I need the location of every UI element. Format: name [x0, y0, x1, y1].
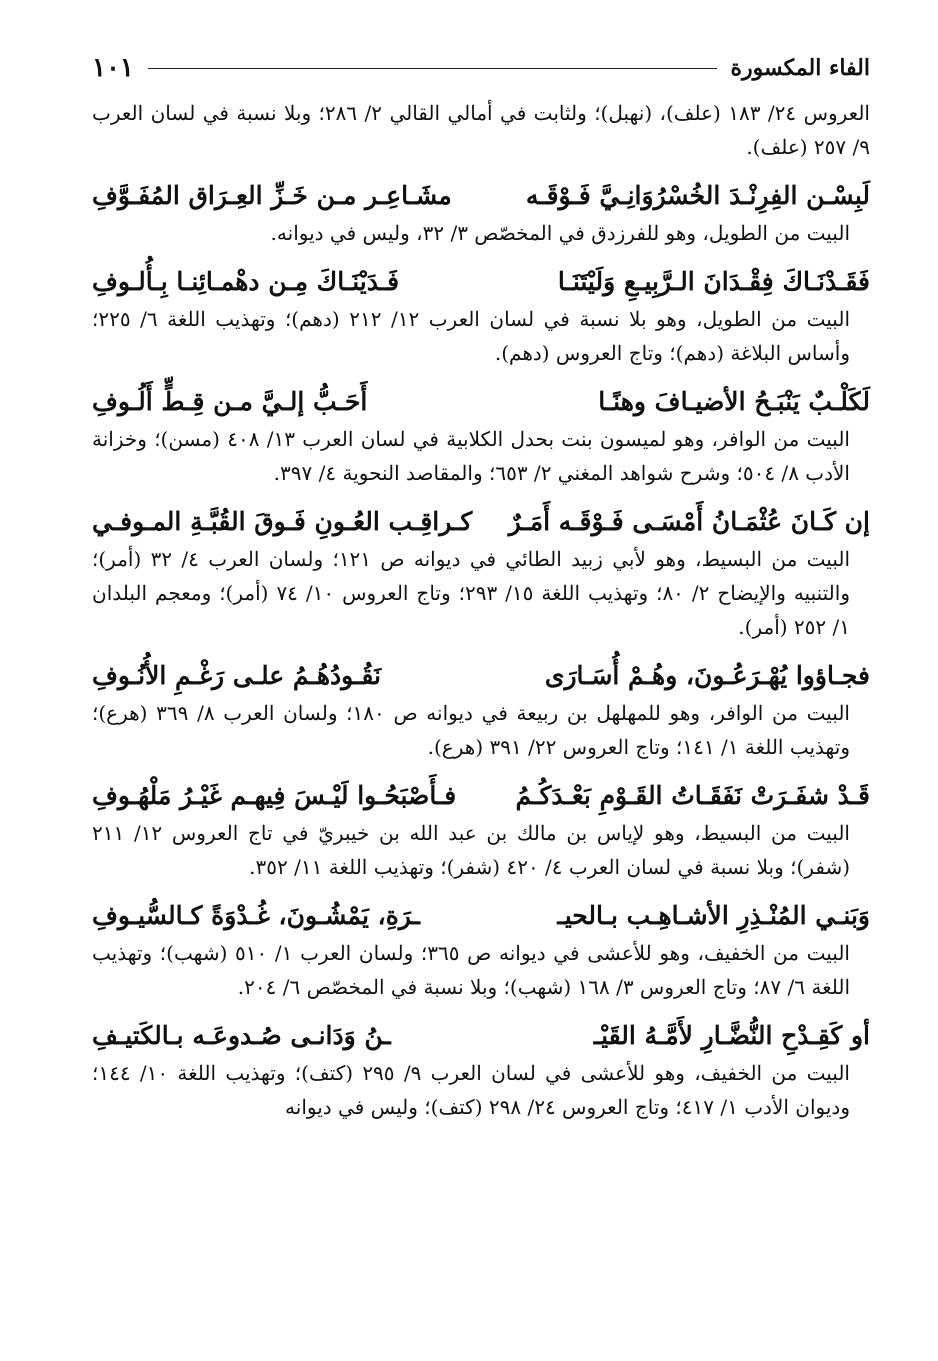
first-hemistich: فَقَـدْنَـاكَ فِقْـدَانَ الـرَّبِيـعِ وَلَيْتَنَـا: [557, 267, 870, 296]
header-rule: [148, 68, 717, 69]
page-number: ١٠١: [92, 53, 134, 83]
second-hemistich: فَـدَيْنَـاكَ مِـن دهْمـائِنـا بِـأُلـوفِ: [92, 267, 400, 296]
verse-note: البيت من الطويل، وهو للفرزدق في المخصّص ٣/ ٣٢، وليس في ديوانه.: [270, 221, 850, 245]
second-hemistich: أَحَـبُّ إلـيَّ مـن قِـطٍّ أَلُـوفِ: [92, 387, 368, 416]
verse-line: [92, 262, 870, 302]
verse-line: [92, 382, 870, 422]
first-hemistich: إن كَـانَ عُثْمَـانُ أَمْسَـى فَـوْقَـه أَمَـرٌ: [508, 507, 870, 536]
verse-entry: [92, 502, 870, 644]
verse-note: البيت من البسيط، وهو لأبي زبيد الطائي في ديوانه ص ١٢١؛ ولسان العرب ٤/ ٣٢ (أمر)؛ والتنبيه والإيضاح ٢/ ٨٠؛ وتهذيب اللغة ١٥/ ٢٩٣؛ وتاج العروس ١٠/ ٧٤ (أمر)؛ ومعجم البلدان ١/ ٢٥٢ (أمر).: [92, 547, 851, 639]
book-page: [92, 50, 870, 1124]
verse-entry: [92, 176, 870, 250]
verse-note: البيت من البسيط، وهو لإياس بن مالك بن عبد الله بن خيبريّ في تاج العروس ١٢/ ٢١١ (شفر)؛ وبلا نسبة في لسان العرب ٤/ ٤٢٠ (شفر)؛ وتهذيب اللغة ١١/ ٣٥٢.: [92, 821, 850, 879]
verse-note: البيت من الخفيف، وهو للأعشى في ديوانه ص ٣٦٥؛ ولسان العرب ١/ ٥١٠ (شهب)؛ وتهذيب اللغة ٦/ ٨٧؛ وتاج العروس ٣/ ١٦٨ (شهب)؛ وبلا نسبة في المخصّص ٦/ ٢٠٤.: [92, 941, 850, 999]
verse-line: [92, 176, 870, 216]
verse-line: [92, 1016, 870, 1056]
chapter-title: الفاء المكسورة: [730, 55, 870, 81]
verse-note: البيت من الطويل، وهو بلا نسبة في لسان العرب ١٢/ ٢١٢ (دهم)؛ وتهذيب اللغة ٦/ ٢٢٥؛ وأساس البلاغة (دهم)؛ وتاج العروس (دهم).: [92, 307, 850, 365]
intro-note: العروس ٢٤/ ١٨٣ (علف)، (نهبل)؛ ولثابت في أمالي القالي ٢/ ٢٨٦؛ وبلا نسبة في لسان العرب ٩/ ٢٥٧ (علف).: [92, 101, 870, 159]
verse-note: البيت من الوافر، وهو للمهلهل بن ربيعة في ديوانه ص ١٨٠؛ ولسان العرب ٨/ ٣٦٩ (هرع)؛ وتهذيب اللغة ١/ ١٤١؛ وتاج العروس ٢٢/ ٣٩١ (هرع).: [92, 701, 850, 759]
second-hemistich: كـراقِـب العُـونِ فَـوقَ القُبَّـةِ المـوفـي: [92, 507, 473, 536]
verse-entry: [92, 776, 870, 884]
first-hemistich: أو كَقِـدْحِ النُّضَّـارِ لأَمَّـهُ القَيْـ: [593, 1021, 870, 1050]
first-hemistich: لَبِسْـن الفِرِنْـدَ الخُسْرُوَانِـيَّ فَـوْقَـه: [525, 181, 870, 210]
verse-entry: [92, 896, 870, 1004]
running-header: [92, 50, 870, 86]
verse-line: [92, 502, 870, 542]
first-hemistich: لَكَلْـبٌ يَنْبَـحُ الأضيـافَ وهنًـا: [598, 387, 870, 416]
second-hemistich: ـرَةِ، يَمْشُـونَ، غُـدْوَةً كـالسُّيـوفِ: [92, 901, 420, 930]
first-hemistich: قَـدْ شفَـرَتْ نَفَقَـاتُ القَـوْمِ بَعْـدَكُـمُ: [515, 781, 870, 810]
verse-entry: [92, 382, 870, 490]
verse-entry: [92, 1016, 870, 1124]
verse-line: [92, 656, 870, 696]
second-hemistich: نَقُـودُهُـمُ علـى رَغْـمِ الأُنُـوفِ: [92, 661, 382, 690]
verse-note: البيت من الخفيف، وهو للأعشى في لسان العرب ٩/ ٢٩٥ (كتف)؛ وتهذيب اللغة ١٠/ ١٤٤؛ وديوان الأدب ١/ ٤١٧؛ وتاج العروس ٢٤/ ٢٩٨ (كتف)؛ وليس في ديوانه: [92, 1061, 850, 1119]
second-hemistich: مشَـاعِـر مـن خَـزِّ العِـرَاق المُفَـوَّفِ: [92, 181, 452, 210]
verse-line: [92, 896, 870, 936]
first-hemistich: وَبَنـي المُنْـذِرِ الأشـاهِـب بـالحيـ: [557, 901, 870, 930]
second-hemistich: فـأَصْبَحُـوا لَيْـسَ فِيهـم غَيْـرُ مَلْهُـوفِ: [92, 781, 457, 810]
first-hemistich: فجـاؤوا يُهْـرَعُـونَ، وهُـمْ أُسَـارَى: [544, 661, 870, 690]
verse-note: البيت من الوافر، وهو لميسون بنت بحدل الكلابية في لسان العرب ١٣/ ٤٠٨ (مسن)؛ وخزانة الأدب ٨/ ٥٠٤؛ وشرح شواهد المغني ٢/ ٦٥٣؛ والمقاصد النحوية ٤/ ٣٩٧.: [92, 427, 850, 485]
verse-entry: [92, 656, 870, 764]
verse-line: [92, 776, 870, 816]
verse-entry: [92, 262, 870, 370]
second-hemistich: ـنُ وَدَانـى صُـدوعَـه بـالكَتيـفِ: [92, 1021, 391, 1050]
